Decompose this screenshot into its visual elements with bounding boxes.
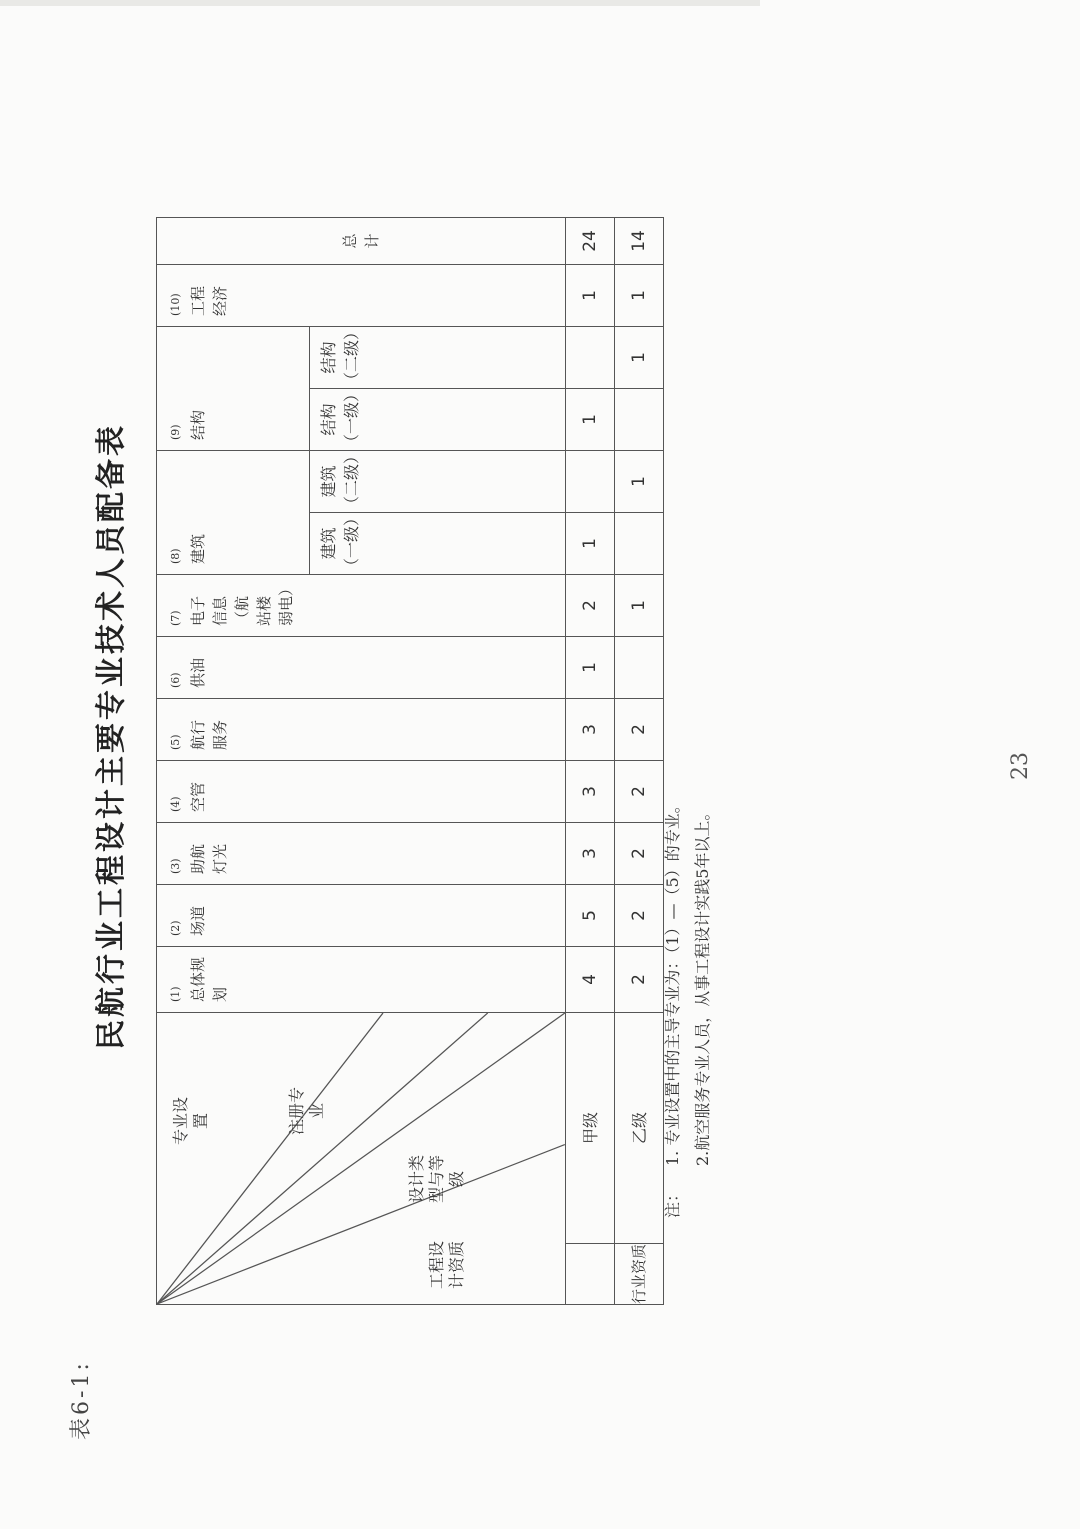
value-cell: 3 [565, 699, 614, 761]
notes-label: 注： [663, 1185, 682, 1218]
value-cell: 1 [565, 264, 614, 326]
value-cell [614, 637, 663, 699]
registered-specialty-label: 注册专业 [287, 1087, 326, 1136]
table-label: 表6-1: [69, 1360, 94, 1440]
subcol-structure-1: 结构（一级） [309, 388, 565, 450]
value-cell: 2 [614, 885, 663, 947]
notes [658, 797, 718, 1218]
value-cell: 2 [614, 947, 663, 1013]
value-cell: 4 [565, 947, 614, 1013]
value-cell: 1 [614, 264, 663, 326]
col-head-7: (7) 电子信息（航站楼弱电） [157, 575, 566, 637]
note-line-1: 1. 专业设置中的主导专业为：（1）—（5）的专业。 [663, 797, 682, 1166]
col-head-total: 总计 [157, 217, 566, 264]
row-group-label: 行业资质 [615, 1243, 663, 1304]
subcol-architecture-2: 建筑（二级） [309, 450, 565, 512]
diagonal-lines [157, 1013, 565, 1304]
col-head-3: (3) 助航灯光 [157, 823, 566, 885]
value-cell [565, 326, 614, 388]
grade-cell [614, 1013, 663, 1305]
qualification-label: 工程设计资质 [427, 1241, 466, 1290]
page-number: 23 [1008, 752, 1033, 780]
col-head-1: (1) 总体规划 [157, 947, 566, 1013]
staffing-table [156, 217, 664, 1305]
value-cell: 2 [565, 575, 614, 637]
col-head-6: (6) 供油 [157, 637, 566, 699]
scan-edge [0, 0, 760, 6]
value-cell: 1 [565, 637, 614, 699]
value-cell: 2 [614, 761, 663, 823]
value-cell: 3 [565, 761, 614, 823]
col-head-4: (4) 空管 [157, 761, 566, 823]
table-row [565, 217, 614, 1304]
value-cell: 1 [614, 450, 663, 512]
value-cell: 2 [614, 823, 663, 885]
value-cell: 1 [614, 326, 663, 388]
total-cell: 14 [614, 217, 663, 264]
value-cell: 1 [565, 513, 614, 575]
col-head-10: (10) 工程经济 [157, 264, 566, 326]
grade-cell [565, 1013, 614, 1305]
col-head-2: (2) 场道 [157, 885, 566, 947]
grade-label-b: 乙级 [630, 1112, 650, 1145]
specialty-setting-label: 专业设置 [171, 1097, 210, 1146]
value-cell: 2 [614, 699, 663, 761]
value-cell: 5 [565, 885, 614, 947]
col-head-8: (8) 建筑 [157, 450, 310, 574]
value-cell: 1 [614, 575, 663, 637]
total-cell: 24 [565, 217, 614, 264]
value-cell [565, 450, 614, 512]
col-head-5: (5) 航行服务 [157, 699, 566, 761]
note-line-2: 2.航空服务专业人员，从事工程设计实践5年以上。 [693, 804, 712, 1166]
table-row [614, 217, 663, 1304]
diagonal-header-cell [157, 1013, 566, 1305]
subcol-architecture-1: 建筑（一级） [309, 513, 565, 575]
value-cell: 3 [565, 823, 614, 885]
value-cell [614, 513, 663, 575]
col-head-9: (9) 结构 [157, 326, 310, 450]
rotated-landscape-content [60, 220, 1033, 1480]
page-title: 民航行业工程设计主要专业技术人员配备表 [94, 423, 129, 1050]
design-type-grade-label: 设计类型与等级 [407, 1155, 466, 1204]
value-cell: 1 [565, 388, 614, 450]
subcol-structure-2: 结构（二级） [309, 326, 565, 388]
grade-label-a: 甲级 [581, 1112, 601, 1145]
value-cell [614, 388, 663, 450]
